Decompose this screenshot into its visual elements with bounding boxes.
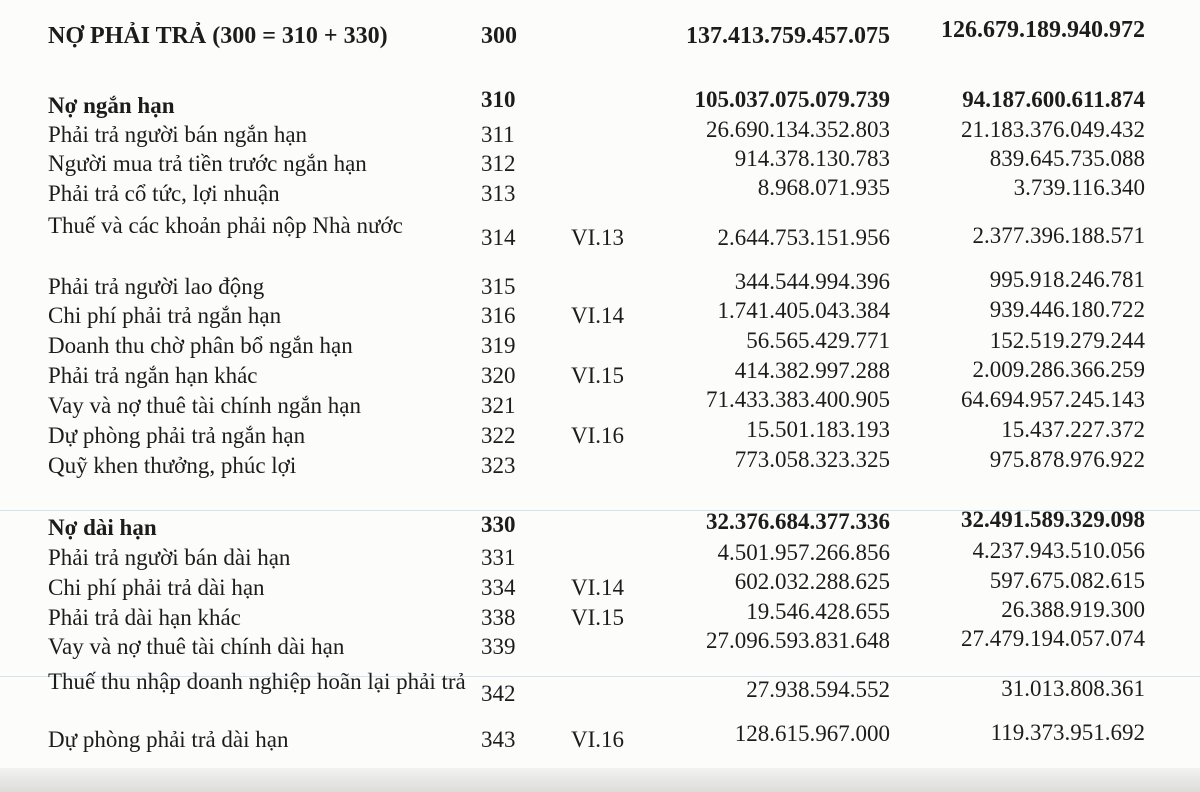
row-name: Nợ dài hạn [48, 515, 157, 540]
row-current-value: 32.376.684.377.336 [706, 509, 890, 534]
row-code: 319 [481, 333, 516, 358]
row-current-value: 602.032.288.625 [734, 569, 890, 594]
row-name: Doanh thu chờ phân bổ ngắn hạn [48, 333, 353, 358]
row-name: Chi phí phải trả dài hạn [48, 575, 265, 600]
row-previous-value: 4.237.943.510.056 [972, 538, 1145, 563]
row-previous-value: 939.446.180.722 [989, 297, 1145, 322]
row-previous-value: 15.437.227.372 [1001, 417, 1145, 442]
row-current-value: 15.501.183.193 [746, 417, 890, 442]
row-name: Thuế và các khoản phải nộp Nhà nước [48, 213, 403, 238]
row-previous-value: 32.491.589.329.098 [961, 507, 1145, 532]
row-previous-value: 597.675.082.615 [989, 568, 1145, 593]
row-code: 316 [481, 303, 516, 328]
row-name: Dự phòng phải trả dài hạn [48, 727, 289, 752]
row-code: 342 [481, 681, 516, 706]
row-code: 311 [481, 122, 515, 147]
row-current-value: 56.565.429.771 [746, 328, 890, 353]
row-name: Phải trả ngắn hạn khác [48, 363, 258, 388]
row-code: 300 [481, 23, 517, 49]
row-current-value: 344.544.994.396 [734, 269, 890, 294]
row-name: NỢ PHẢI TRẢ (300 = 310 + 330) [48, 23, 388, 49]
row-current-value: 105.037.075.079.739 [694, 87, 890, 112]
row-previous-value: 975.878.976.922 [989, 447, 1145, 472]
row-code: 315 [481, 274, 516, 299]
row-previous-value: 126.679.189.940.972 [941, 17, 1145, 43]
row-code: 313 [481, 181, 516, 206]
row-code: 331 [481, 545, 516, 570]
row-name: Phải trả người bán ngắn hạn [48, 122, 308, 147]
page-bottom-shadow [0, 768, 1200, 792]
row-note: VI.15 [571, 363, 625, 388]
row-name: Chi phí phải trả ngắn hạn [48, 303, 282, 328]
row-previous-value: 64.694.957.245.143 [961, 387, 1145, 412]
row-previous-value: 21.183.376.049.432 [961, 117, 1145, 142]
row-name: Người mua trả tiền trước ngắn hạn [48, 151, 367, 176]
row-previous-value: 31.013.808.361 [1001, 676, 1145, 701]
row-name: Quỹ khen thưởng, phúc lợi [48, 453, 297, 478]
row-note: VI.14 [571, 575, 625, 600]
row-current-value: 414.382.997.288 [734, 358, 890, 383]
row-note: VI.14 [571, 303, 625, 328]
row-code: 312 [481, 151, 516, 176]
row-code: 320 [481, 363, 516, 388]
row-previous-value: 152.519.279.244 [989, 328, 1145, 353]
row-name: Thuế thu nhập doanh nghiệp hoãn lại phải trả [48, 669, 466, 694]
row-previous-value: 2.009.286.366.259 [972, 357, 1145, 382]
row-current-value: 1.741.405.043.384 [717, 298, 890, 323]
row-current-value: 19.546.428.655 [746, 599, 890, 624]
row-note: VI.13 [571, 225, 625, 250]
row-name: Vay và nợ thuê tài chính dài hạn [48, 634, 345, 659]
row-current-value: 2.644.753.151.956 [717, 225, 890, 250]
row-code: 338 [481, 605, 516, 630]
row-name: Phải trả dài hạn khác [48, 605, 241, 630]
row-previous-value: 995.918.246.781 [989, 267, 1145, 292]
row-current-value: 8.968.071.935 [757, 175, 890, 200]
row-current-value: 773.058.323.325 [734, 447, 890, 472]
row-current-value: 71.433.383.400.905 [706, 387, 890, 412]
row-note: VI.16 [571, 727, 625, 752]
row-previous-value: 3.739.116.340 [1013, 175, 1145, 200]
row-previous-value: 26.388.919.300 [1001, 597, 1145, 622]
row-code: 322 [481, 423, 516, 448]
row-previous-value: 839.645.735.088 [989, 146, 1145, 171]
row-current-value: 27.938.594.552 [746, 677, 890, 702]
row-current-value: 137.413.759.457.075 [686, 23, 890, 49]
row-name: Phải trả người lao động [48, 274, 265, 299]
row-name: Phải trả cổ tức, lợi nhuận [48, 181, 280, 206]
row-current-value: 27.096.593.831.648 [706, 628, 890, 653]
row-code: 321 [481, 393, 516, 418]
row-current-value: 4.501.957.266.856 [717, 540, 890, 565]
row-name: Phải trả người bán dài hạn [48, 545, 291, 570]
row-previous-value: 94.187.600.611.874 [962, 87, 1145, 112]
row-previous-value: 27.479.194.057.074 [961, 626, 1145, 651]
row-code: 339 [481, 634, 516, 659]
row-current-value: 26.690.134.352.803 [706, 117, 890, 142]
row-previous-value: 119.373.951.692 [990, 720, 1145, 745]
row-current-value: 128.615.967.000 [734, 721, 890, 746]
row-name: Nợ ngắn hạn [48, 93, 175, 118]
row-note: VI.16 [571, 423, 625, 448]
row-code: 343 [481, 727, 516, 752]
row-name: Vay và nợ thuê tài chính ngắn hạn [48, 393, 361, 418]
row-code: 330 [481, 512, 516, 537]
row-current-value: 914.378.130.783 [734, 146, 890, 171]
row-note: VI.15 [571, 605, 625, 630]
row-previous-value: 2.377.396.188.571 [972, 223, 1145, 248]
row-code: 310 [481, 87, 516, 112]
row-code: 314 [481, 225, 516, 250]
row-code: 334 [481, 575, 516, 600]
row-code: 323 [481, 453, 516, 478]
row-name: Dự phòng phải trả ngắn hạn [48, 423, 306, 448]
